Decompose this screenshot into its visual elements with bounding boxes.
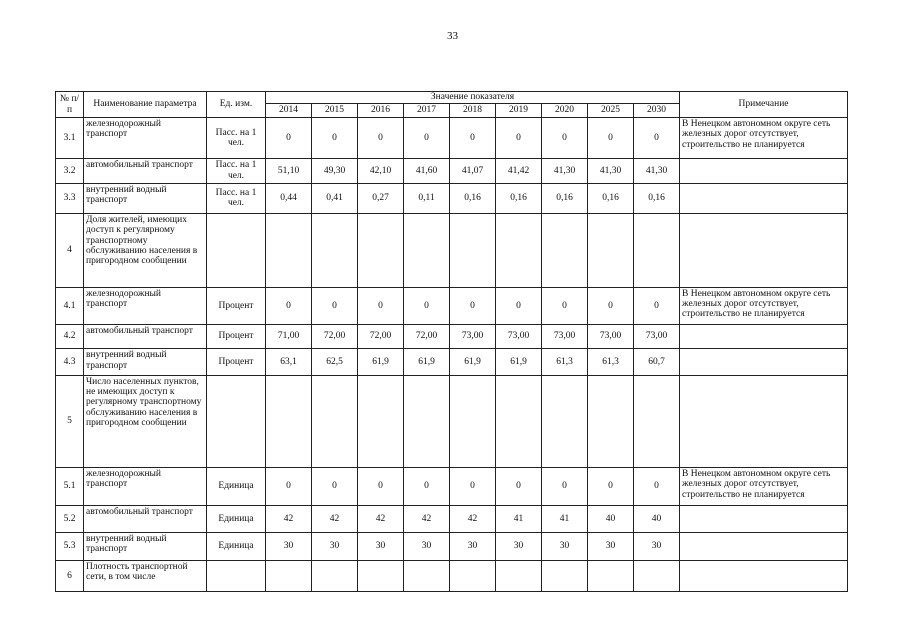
value-cell: 73,00 [542, 324, 588, 349]
page-number: 33 [447, 30, 458, 42]
header-year: 2030 [634, 104, 680, 118]
value-cell: 0 [358, 468, 404, 506]
value-cell [266, 561, 312, 592]
value-cell: 73,00 [588, 324, 634, 349]
table-row [56, 375, 848, 467]
value-cell [496, 214, 542, 288]
value-cell: 30 [450, 532, 496, 561]
unit-cell: Процент [207, 349, 266, 376]
value-cell: 30 [266, 532, 312, 561]
table-row [56, 214, 848, 288]
value-cell: 0 [266, 118, 312, 159]
note-cell: В Ненецком автономном округе сеть железных дорог отсутствует, строительство не планируется [680, 118, 848, 159]
value-cell: 40 [588, 505, 634, 532]
unit-cell [207, 561, 266, 592]
header-year: 2017 [404, 104, 450, 118]
unit-cell [207, 214, 266, 288]
note-cell: В Ненецком автономном округе сеть железных дорог отсутствует, строительство не планируется [680, 468, 848, 506]
note-cell [680, 158, 848, 183]
value-cell: 0 [542, 118, 588, 159]
value-cell: 0 [358, 287, 404, 324]
row-number: 5.3 [56, 532, 84, 561]
parameter-name: внутренний водный транспорт [84, 183, 207, 214]
unit-cell: Процент [207, 324, 266, 349]
note-cell [680, 532, 848, 561]
value-cell: 0 [496, 118, 542, 159]
header-note: Примечание [680, 92, 848, 118]
value-cell [312, 214, 358, 288]
value-cell: 0 [496, 468, 542, 506]
value-cell [542, 561, 588, 592]
value-cell: 72,00 [358, 324, 404, 349]
table-row [56, 532, 848, 561]
value-cell: 0 [588, 118, 634, 159]
unit-cell [207, 375, 266, 467]
value-cell: 0 [312, 287, 358, 324]
value-cell [266, 375, 312, 467]
value-cell: 72,00 [312, 324, 358, 349]
value-cell: 0 [634, 118, 680, 159]
header-year: 2020 [542, 104, 588, 118]
value-cell: 0,16 [588, 183, 634, 214]
value-cell: 42,10 [358, 158, 404, 183]
value-cell: 30 [312, 532, 358, 561]
value-cell: 0,11 [404, 183, 450, 214]
value-cell: 0 [404, 468, 450, 506]
value-cell: 61,9 [358, 349, 404, 376]
row-number: 4.1 [56, 287, 84, 324]
value-cell: 30 [496, 532, 542, 561]
row-number: 3.3 [56, 183, 84, 214]
value-cell: 42 [312, 505, 358, 532]
value-cell [588, 375, 634, 467]
value-cell: 41,42 [496, 158, 542, 183]
value-cell: 0,16 [450, 183, 496, 214]
table-row [56, 158, 848, 183]
table-row [56, 183, 848, 214]
value-cell [450, 375, 496, 467]
row-number: 4.2 [56, 324, 84, 349]
note-cell [680, 324, 848, 349]
value-cell: 41,30 [634, 158, 680, 183]
note-cell: В Ненецком автономном округе сеть железных дорог отсутствует, строительство не планируется [680, 287, 848, 324]
parameter-name: автомобильный транспорт [84, 324, 207, 349]
value-cell [266, 214, 312, 288]
table-row [56, 505, 848, 532]
parameter-name: железнодорожный транспорт [84, 287, 207, 324]
value-cell: 0 [542, 468, 588, 506]
value-cell [496, 561, 542, 592]
unit-cell: Единица [207, 505, 266, 532]
value-cell [358, 375, 404, 467]
value-cell [312, 561, 358, 592]
value-cell [542, 375, 588, 467]
value-cell: 61,9 [404, 349, 450, 376]
value-cell [358, 561, 404, 592]
header-num: № п/п [56, 92, 84, 118]
header-year: 2014 [266, 104, 312, 118]
note-cell [680, 349, 848, 376]
parameter-name: Число населенных пунктов, не имеющих доступ к регулярному транспортному обслуживанию населения в пригородном сообщении [84, 375, 207, 467]
header-year: 2016 [358, 104, 404, 118]
value-cell: 0,16 [496, 183, 542, 214]
parameter-name: внутренний водный транспорт [84, 532, 207, 561]
value-cell [588, 561, 634, 592]
value-cell [404, 214, 450, 288]
value-cell: 0 [358, 118, 404, 159]
note-cell [680, 375, 848, 467]
value-cell: 41 [542, 505, 588, 532]
header-year: 2015 [312, 104, 358, 118]
row-number: 5.1 [56, 468, 84, 506]
value-cell: 0 [404, 287, 450, 324]
value-cell: 73,00 [634, 324, 680, 349]
value-cell: 0 [404, 118, 450, 159]
row-number: 6 [56, 561, 84, 592]
value-cell: 61,9 [496, 349, 542, 376]
value-cell: 42 [266, 505, 312, 532]
table-row [56, 349, 848, 376]
value-cell [404, 561, 450, 592]
value-cell: 63,1 [266, 349, 312, 376]
value-cell: 0 [312, 118, 358, 159]
value-cell [634, 561, 680, 592]
table-row [56, 468, 848, 506]
value-cell: 40 [634, 505, 680, 532]
value-cell: 0 [542, 287, 588, 324]
value-cell: 0 [450, 287, 496, 324]
note-cell [680, 505, 848, 532]
value-cell: 62,5 [312, 349, 358, 376]
table-row [56, 324, 848, 349]
unit-cell: Единица [207, 532, 266, 561]
note-cell [680, 214, 848, 288]
row-number: 4.3 [56, 349, 84, 376]
table-row [56, 118, 848, 159]
value-cell: 0,41 [312, 183, 358, 214]
value-cell: 42 [450, 505, 496, 532]
value-cell: 61,9 [450, 349, 496, 376]
value-cell: 30 [588, 532, 634, 561]
parameter-name: автомобильный транспорт [84, 505, 207, 532]
value-cell: 0,16 [542, 183, 588, 214]
value-cell: 0 [266, 287, 312, 324]
table-row [56, 561, 848, 592]
value-cell [404, 375, 450, 467]
value-cell: 61,3 [542, 349, 588, 376]
value-cell: 72,00 [404, 324, 450, 349]
parameter-name: Плотность транспортной сети, в том числе [84, 561, 207, 592]
value-cell: 41,30 [588, 158, 634, 183]
value-cell [588, 214, 634, 288]
value-cell: 0 [312, 468, 358, 506]
parameter-name: автомобильный транспорт [84, 158, 207, 183]
unit-cell: Пасс. на 1 чел. [207, 183, 266, 214]
value-cell: 61,3 [588, 349, 634, 376]
value-cell [496, 375, 542, 467]
value-cell: 0 [496, 287, 542, 324]
value-cell: 0 [450, 118, 496, 159]
header-unit: Ед. изм. [207, 92, 266, 118]
value-cell: 0,16 [634, 183, 680, 214]
unit-cell: Пасс. на 1 чел. [207, 118, 266, 159]
value-cell: 60,7 [634, 349, 680, 376]
value-cell: 30 [542, 532, 588, 561]
row-number: 5 [56, 375, 84, 467]
value-cell: 73,00 [496, 324, 542, 349]
parameter-name: Доля жителей, имеющих доступ к регулярному транспортному обслуживанию населения в пригородном сообщении [84, 214, 207, 288]
unit-cell: Пасс. на 1 чел. [207, 158, 266, 183]
parameter-name: внутренний водный транспорт [84, 349, 207, 376]
header-year: 2019 [496, 104, 542, 118]
note-cell [680, 183, 848, 214]
value-cell: 0 [634, 468, 680, 506]
value-cell: 42 [358, 505, 404, 532]
value-cell [450, 214, 496, 288]
value-cell: 73,00 [450, 324, 496, 349]
value-cell: 30 [634, 532, 680, 561]
value-cell: 41,30 [542, 158, 588, 183]
note-cell [680, 561, 848, 592]
header-values-group: Значение показателя [266, 92, 680, 104]
row-number: 5.2 [56, 505, 84, 532]
value-cell: 41,07 [450, 158, 496, 183]
value-cell [634, 214, 680, 288]
unit-cell: Единица [207, 468, 266, 506]
value-cell: 0 [634, 287, 680, 324]
value-cell: 71,00 [266, 324, 312, 349]
header-name: Наименование параметра [84, 92, 207, 118]
value-cell: 0 [588, 287, 634, 324]
value-cell [312, 375, 358, 467]
value-cell: 0 [450, 468, 496, 506]
value-cell [542, 214, 588, 288]
value-cell: 30 [404, 532, 450, 561]
unit-cell: Процент [207, 287, 266, 324]
value-cell: 0,44 [266, 183, 312, 214]
row-number: 4 [56, 214, 84, 288]
value-cell: 30 [358, 532, 404, 561]
value-cell: 41 [496, 505, 542, 532]
row-number: 3.2 [56, 158, 84, 183]
row-number: 3.1 [56, 118, 84, 159]
value-cell: 0 [588, 468, 634, 506]
parameter-name: железнодорожный транспорт [84, 468, 207, 506]
indicator-table [55, 91, 848, 592]
value-cell [358, 214, 404, 288]
value-cell: 49,30 [312, 158, 358, 183]
value-cell: 0,27 [358, 183, 404, 214]
value-cell [450, 561, 496, 592]
value-cell: 51,10 [266, 158, 312, 183]
value-cell: 42 [404, 505, 450, 532]
header-year: 2025 [588, 104, 634, 118]
value-cell [634, 375, 680, 467]
value-cell: 0 [266, 468, 312, 506]
value-cell: 41,60 [404, 158, 450, 183]
table-row [56, 287, 848, 324]
header-year: 2018 [450, 104, 496, 118]
parameter-name: железнодорожный транспорт [84, 118, 207, 159]
